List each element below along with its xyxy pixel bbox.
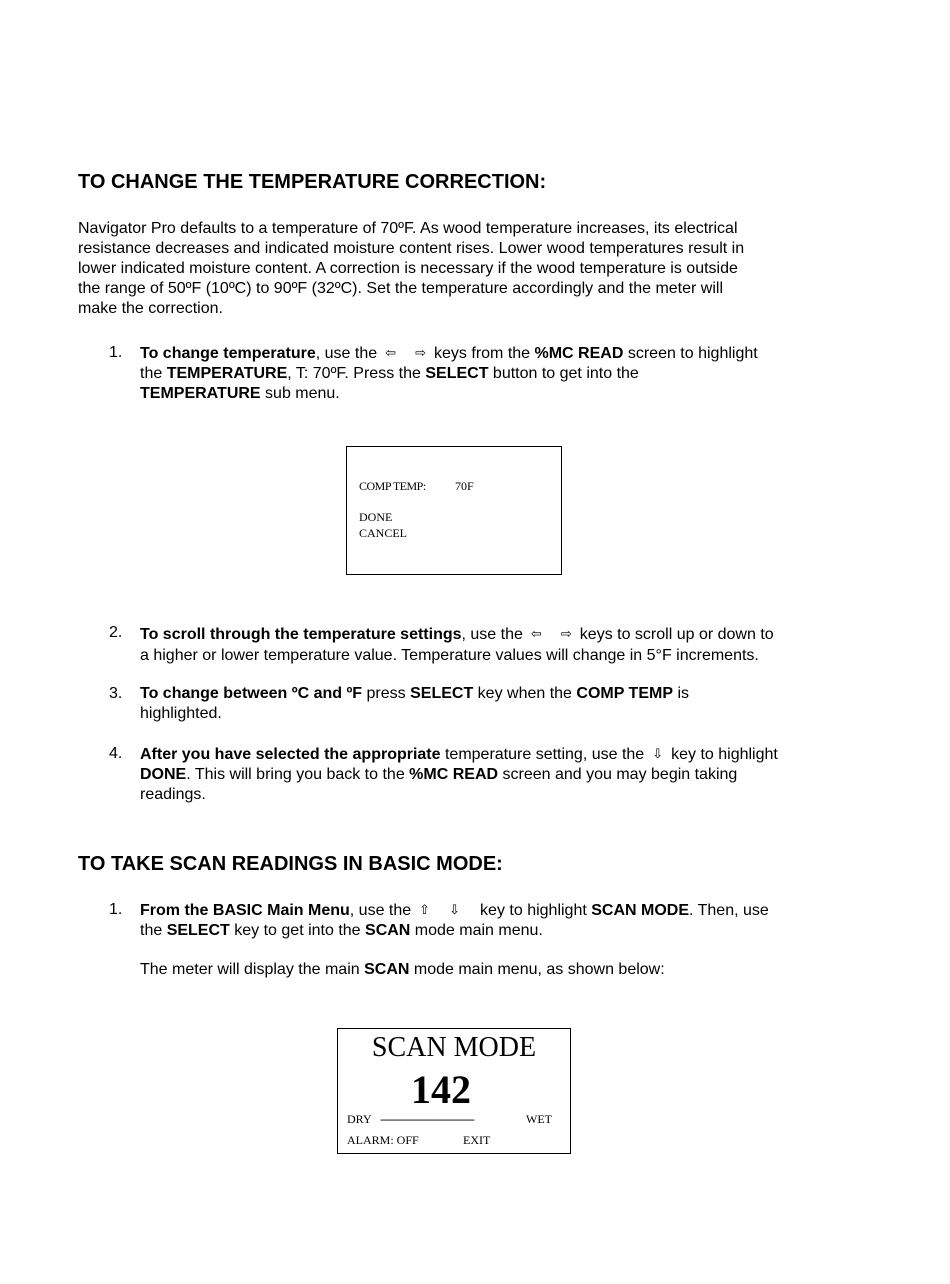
comp-temp-label: COMP TEMP: — [359, 479, 426, 493]
intro-line: resistance decreases and indicated moisture content rises. Lower wood temperatures result in — [78, 240, 745, 257]
step-number: 1. — [109, 901, 123, 918]
cancel-option: CANCEL — [359, 526, 407, 540]
intro-line: make the correction. — [78, 300, 223, 317]
display-note: The meter will display the main SCAN mode main menu, as shown below: — [140, 961, 665, 978]
scan-reading-value: 142 — [411, 1067, 471, 1112]
up-arrow-icon: ⇧ — [419, 902, 431, 917]
comp-temp-value: 70F — [455, 479, 474, 493]
intro-line: Navigator Pro defaults to a temperature of 70ºF. As wood temperature increases, its electrical — [78, 220, 738, 237]
left-arrow-icon: ⇦ — [530, 626, 542, 641]
down-arrow-icon: ⇩ — [449, 902, 461, 917]
step-line: the TEMPERATURE, T: 70ºF. Press the SELECT button to get into the — [140, 365, 639, 382]
comp-temp-screen — [346, 446, 562, 575]
step-line: TEMPERATURE sub menu. — [140, 385, 340, 402]
step-line: readings. — [140, 786, 206, 803]
step-number: 4. — [109, 745, 123, 762]
dry-label: DRY — [347, 1112, 372, 1126]
right-arrow-icon: ⇨ — [415, 345, 427, 360]
step-line: To scroll through the temperature settings, use the ⇦ ⇨ keys to scroll up or down to — [140, 623, 774, 646]
step-line: To change between ºC and ºF press SELECT key when the COMP TEMP is — [140, 685, 689, 702]
step-line: a higher or lower temperature value. Temperature values will change in 5°F increments. — [140, 647, 759, 664]
moisture-scale: ------------------------------------ — [380, 1112, 474, 1126]
heading-temperature-correction: TO CHANGE THE TEMPERATURE CORRECTION: — [78, 171, 547, 193]
wet-label: WET — [526, 1112, 552, 1126]
intro-paragraph — [78, 219, 744, 319]
alarm-status: ALARM: OFF — [347, 1133, 419, 1147]
step-number: 3. — [109, 685, 123, 702]
heading-scan-readings: TO TAKE SCAN READINGS IN BASIC MODE: — [78, 853, 503, 875]
step-line: DONE. This will bring you back to the %MC READ screen and you may begin taking — [140, 766, 738, 783]
step-line: the SELECT key to get into the SCAN mode main menu. — [140, 922, 543, 939]
right-arrow-icon: ⇨ — [560, 626, 572, 641]
left-arrow-icon: ⇦ — [385, 345, 397, 360]
step-number: 1. — [109, 344, 123, 361]
scan-mode-screen — [337, 1028, 571, 1154]
step-line: To change temperature, use the ⇦ ⇨ keys from the %MC READ screen to highlight — [140, 345, 758, 362]
step-number: 2. — [109, 624, 123, 641]
done-option: DONE — [359, 510, 393, 524]
intro-line: lower indicated moisture content. A correction is necessary if the wood temperature is outside — [78, 260, 738, 277]
exit-option: EXIT — [463, 1133, 491, 1147]
scan-mode-title: SCAN MODE — [371, 1032, 537, 1063]
down-arrow-icon: ⇩ — [652, 746, 664, 761]
step-line: After you have selected the appropriate temperature setting, use the ⇩ key to highlight — [140, 746, 778, 763]
step-line: From the BASIC Main Menu, use the ⇧ ⇩ key to highlight SCAN MODE. Then, use — [140, 902, 769, 919]
step-line: highlighted. — [140, 705, 222, 722]
intro-line: the range of 50ºF (10ºC) to 90ºF (32ºC). Set the temperature accordingly and the meter will — [78, 280, 724, 297]
